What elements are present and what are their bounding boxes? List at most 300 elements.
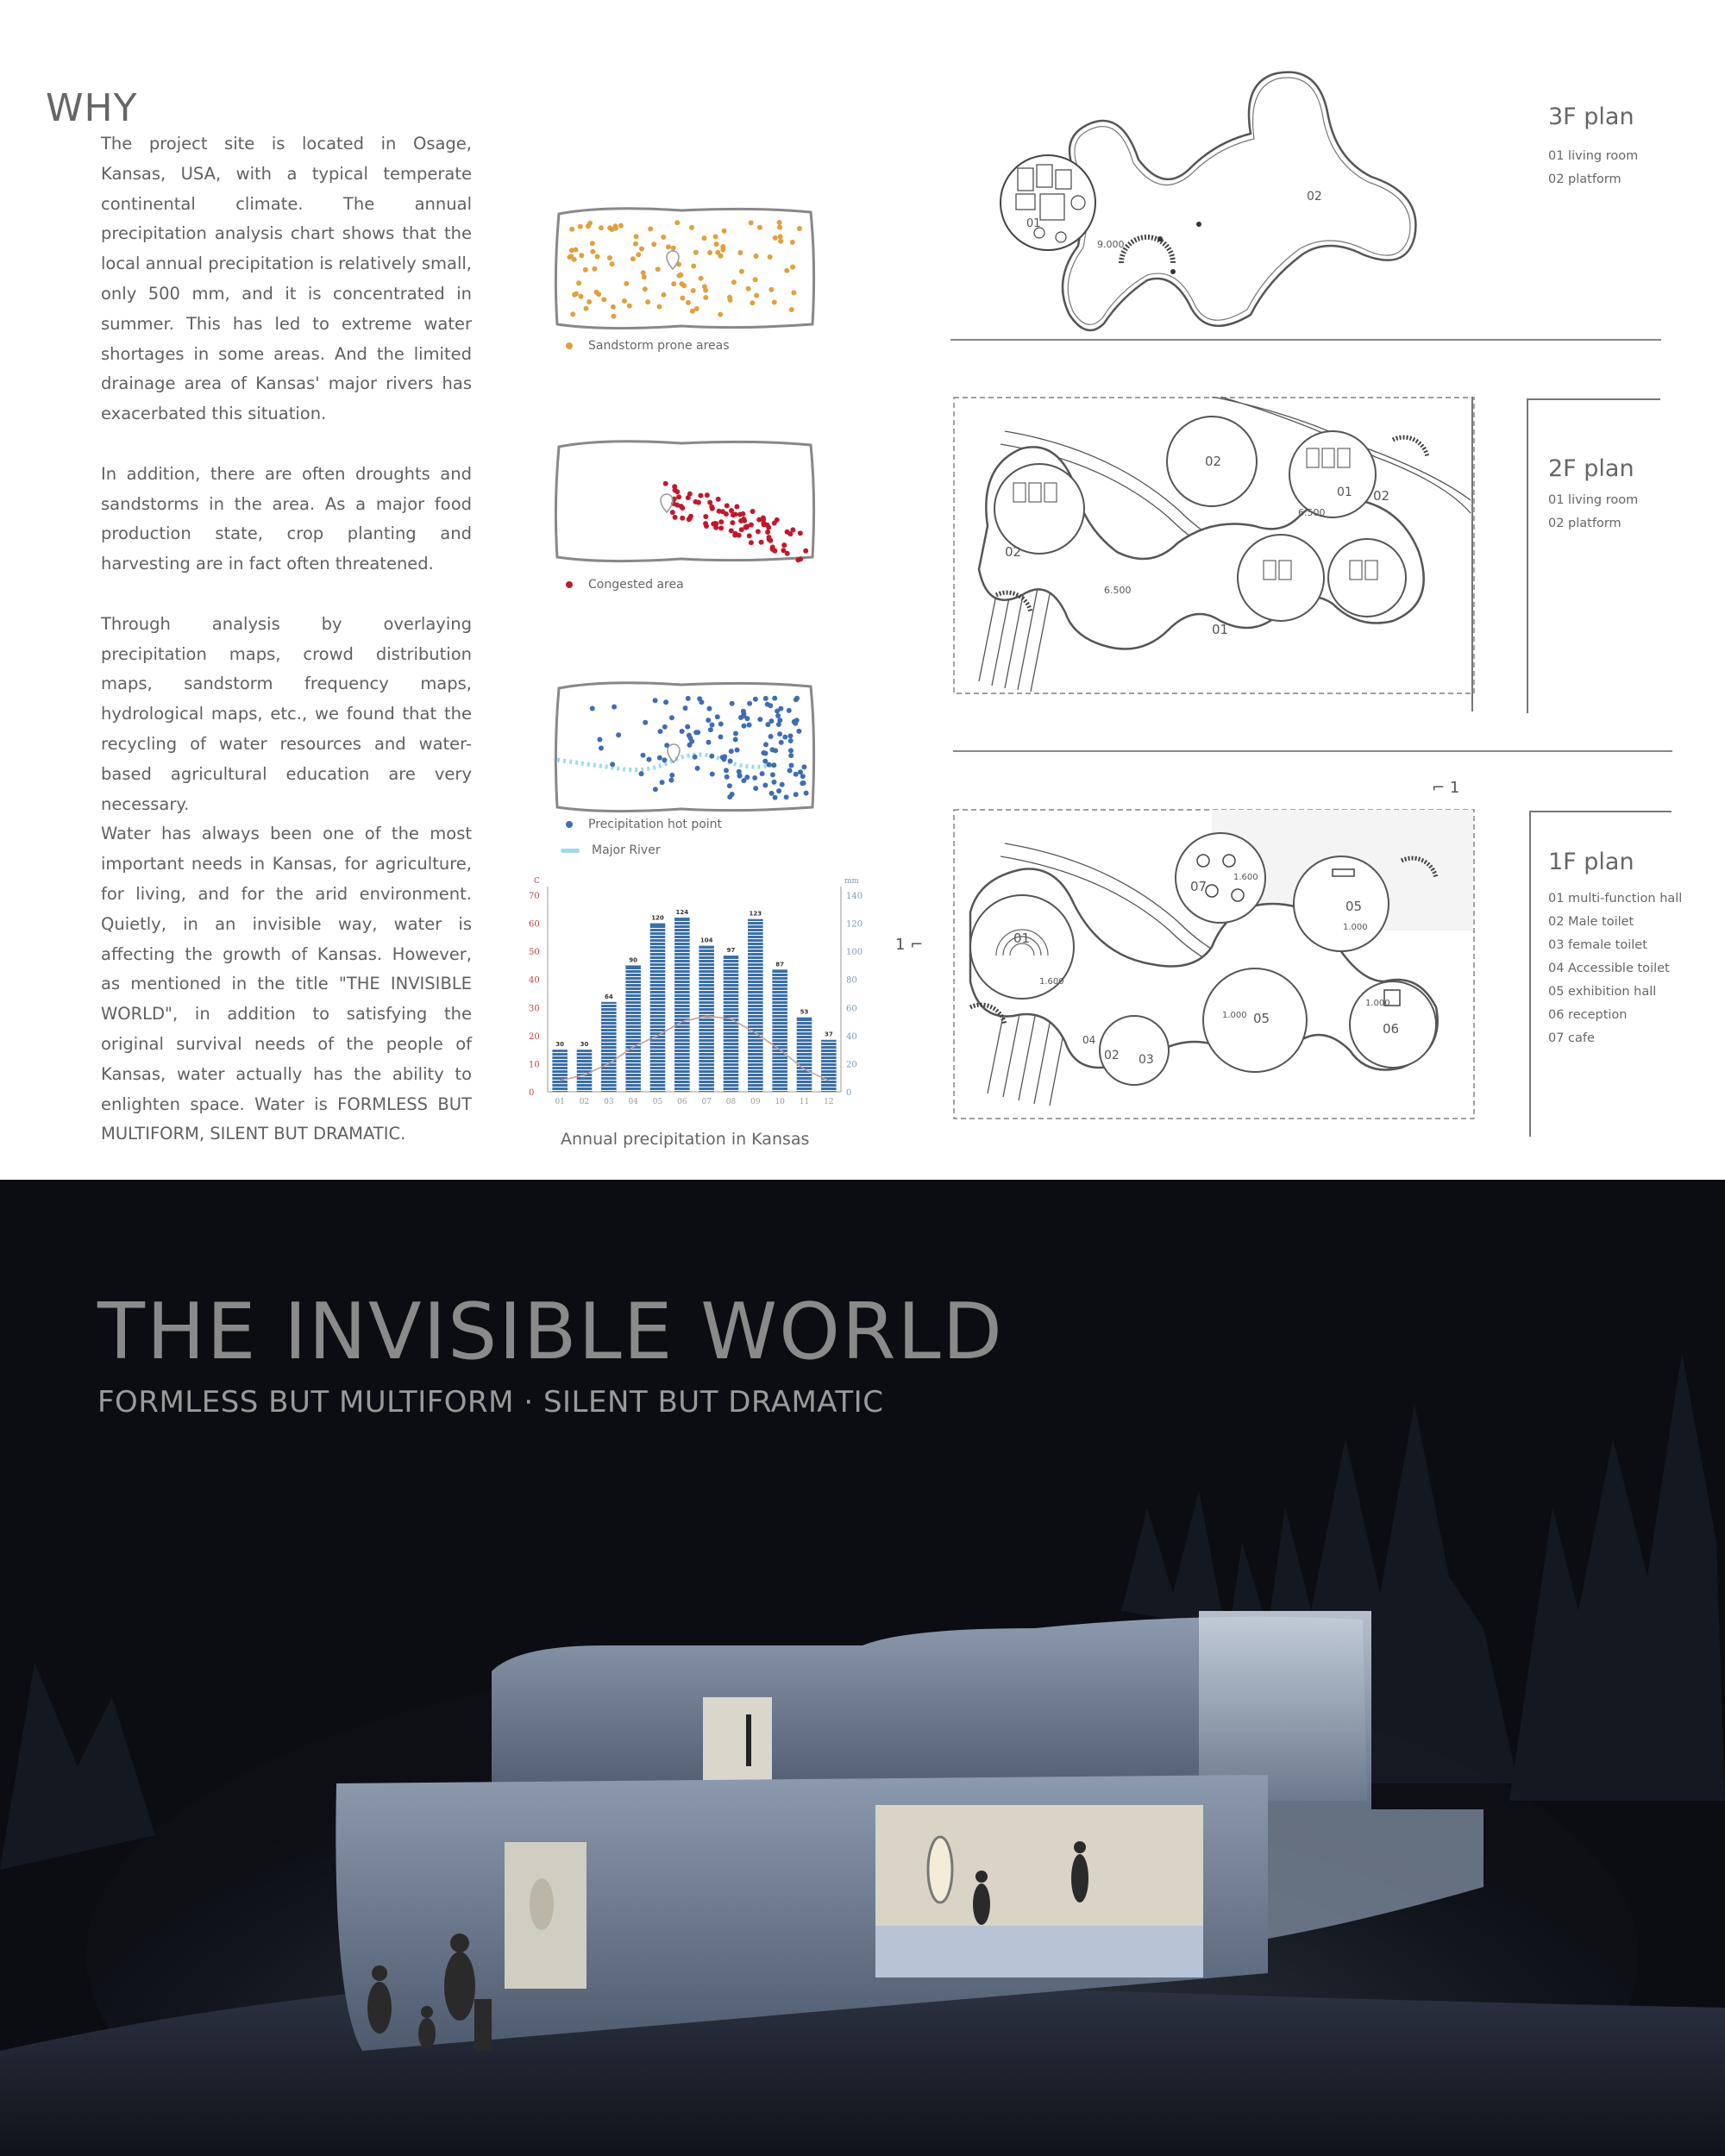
- map-dot: [779, 740, 784, 745]
- map-dot: [794, 792, 799, 797]
- plan-divider: [1527, 398, 1528, 713]
- map-dot: [648, 227, 653, 232]
- map-dot: [662, 724, 668, 730]
- map-dot: [740, 511, 745, 517]
- map-dot: [788, 733, 794, 738]
- map-dot: [800, 774, 806, 779]
- map-dot: [660, 780, 665, 785]
- map-dot: [706, 740, 712, 745]
- svg-text:03: 03: [1138, 1053, 1154, 1067]
- map-dot: [772, 300, 777, 305]
- map-dot: [717, 509, 722, 514]
- map-dot: [715, 714, 720, 719]
- map-dot: [583, 267, 588, 273]
- category-label: 07: [701, 1098, 712, 1106]
- map-dot: [790, 527, 795, 532]
- map-dot: [590, 241, 595, 246]
- map-dot: [798, 530, 803, 536]
- map-dot: [634, 234, 639, 239]
- svg-text:06: 06: [1383, 1021, 1400, 1037]
- map-dot: [754, 254, 759, 259]
- svg-text:01: 01: [1212, 622, 1229, 637]
- map-dot: [668, 778, 674, 783]
- category-label: 10: [775, 1098, 785, 1106]
- map-dot: [759, 540, 764, 545]
- map-dot: [710, 723, 715, 728]
- hero-subtitle: FORMLESS BUT MULTIFORM · SILENT BUT DRAMATIC: [97, 1385, 884, 1420]
- map-dot: [590, 249, 595, 254]
- map-dot: [622, 298, 627, 304]
- plan-legend-item: 01 living room: [1548, 493, 1639, 507]
- map-dot: [730, 520, 735, 525]
- tick-label-right: 60: [846, 1004, 857, 1014]
- plan-legend-item: 05 exhibition hall: [1548, 985, 1657, 999]
- category-label: 04: [628, 1098, 638, 1106]
- map-dot: [671, 246, 676, 251]
- data-label: 120: [651, 914, 664, 922]
- data-label: 87: [775, 961, 785, 968]
- map-dot: [777, 220, 782, 225]
- map-dot: [599, 746, 604, 751]
- map-dot: [767, 762, 772, 768]
- map-dot: [641, 270, 646, 275]
- plan-3f-title: 3F plan: [1548, 103, 1634, 130]
- map-dot: [680, 729, 685, 734]
- map-dot: [747, 533, 752, 538]
- map-dot: [801, 780, 806, 786]
- plan-legend-item: 02 platform: [1548, 172, 1622, 186]
- svg-text:6.500: 6.500: [1104, 585, 1132, 596]
- category-label: 08: [725, 1098, 737, 1106]
- map-dot: [686, 696, 691, 701]
- plan-divider: [1471, 397, 1473, 711]
- plan-3f-legend: [1548, 145, 1638, 191]
- plan-divider: [1529, 811, 1531, 1137]
- map-dot: [718, 312, 723, 317]
- map-dot: [730, 701, 735, 706]
- map-dot: [673, 515, 678, 520]
- map-dot: [695, 730, 700, 735]
- map-dot: [677, 273, 682, 279]
- map-dot: [676, 494, 681, 499]
- map-dot: [686, 495, 691, 500]
- category-label: 12: [824, 1098, 834, 1106]
- map-dot: [680, 516, 685, 521]
- map-dot: [773, 748, 778, 753]
- map-dot: [794, 772, 799, 777]
- svg-text:02: 02: [1005, 544, 1022, 560]
- map-dot: [715, 250, 720, 255]
- map-dot: [639, 247, 644, 252]
- map-dot: [651, 241, 656, 247]
- plan-divider: [1527, 398, 1660, 400]
- why-paragraph: Water has always been one of the most important needs in Kansas, for agriculture, for living, and for the arid environment. Quietly, in an invisible way, water is affecting the growth of Kansas. However, as mentioned in the title "THE INVISIBLE WORLD", in addition to satisfying the original survival needs of the people of Kansas, water actually has the ability to enlighten space. Water is FORMLESS BUT MULTIFORM, SILENT BUT DRAMATIC.: [101, 824, 472, 1144]
- why-heading: WHY: [46, 86, 138, 130]
- map-dot: [653, 698, 658, 703]
- category-label: 05: [652, 1098, 663, 1106]
- map-dot: [746, 286, 751, 291]
- map-dot: [749, 523, 754, 528]
- data-label: 104: [699, 937, 713, 944]
- map-dot: [674, 503, 680, 508]
- svg-text:1.600: 1.600: [1233, 873, 1258, 882]
- map-dot: [627, 304, 632, 309]
- map-dot: [590, 706, 595, 711]
- map-dot: [639, 771, 644, 776]
- map-dot: [680, 296, 685, 301]
- map-dot: [763, 742, 768, 747]
- map-dot: [773, 235, 778, 241]
- map-dot: [642, 274, 647, 279]
- plan-divider: [953, 750, 1672, 752]
- map-dot: [716, 497, 721, 502]
- plan-1f-title: 1F plan: [1548, 849, 1634, 875]
- chart-bar: [601, 1002, 617, 1092]
- map-dot: [703, 514, 708, 519]
- map-dot: [574, 291, 579, 297]
- section-mark: 1 ⌐: [895, 936, 924, 954]
- map-dot: [739, 269, 744, 274]
- map-dot: [669, 715, 674, 720]
- map-dot: [706, 718, 711, 723]
- map-dot: [728, 298, 733, 303]
- map-dot: [756, 529, 761, 534]
- map-dot: [579, 253, 584, 258]
- map-dot: [741, 713, 746, 718]
- map-dot: [788, 753, 794, 758]
- map-dot: [708, 727, 713, 732]
- plan-1f-drawing: [953, 809, 1475, 1121]
- map-dot: [657, 304, 662, 310]
- map-dot: [702, 235, 707, 241]
- category-label: 03: [604, 1098, 614, 1106]
- map-dot: [690, 309, 695, 314]
- map-dot: [592, 266, 597, 272]
- map-dot: [785, 530, 790, 535]
- map-dot: [803, 548, 808, 554]
- map-dot: [737, 250, 743, 255]
- map-dot: [762, 783, 768, 788]
- map-dot: [763, 696, 768, 701]
- map-dot: [768, 703, 773, 708]
- map-dot: [607, 225, 612, 230]
- map-dot: [610, 761, 615, 767]
- svg-text:01: 01: [1026, 217, 1041, 230]
- map-dot: [707, 500, 712, 505]
- plan-legend-item: 02 Male toilet: [1548, 915, 1634, 929]
- plan-2f-legend: [1548, 489, 1638, 536]
- section-mark-label: 1: [1449, 779, 1460, 797]
- map-dot: [769, 791, 775, 796]
- map-dot: [729, 749, 734, 754]
- data-label: 124: [675, 909, 689, 917]
- svg-text:1.000: 1.000: [1365, 999, 1390, 1008]
- map-dot: [574, 248, 579, 253]
- temperature-line: [560, 1016, 829, 1081]
- map-dot: [787, 768, 793, 774]
- map-dot: [750, 509, 756, 514]
- data-label: 64: [604, 993, 613, 1000]
- why-paragraph: In addition, there are often droughts and sandstorms in the area. As a major food production state, crop planting and harvesting are in fact often threatened.: [101, 463, 472, 574]
- map-dot: [697, 696, 702, 701]
- map-dot: [576, 280, 581, 285]
- map-dot: [738, 518, 743, 523]
- plan-3f-drawing: [992, 65, 1440, 341]
- tick-label-right: 140: [846, 892, 863, 901]
- map-dot: [742, 724, 747, 729]
- plan-divider: [1529, 811, 1672, 812]
- map-dot: [798, 769, 803, 774]
- section-mark-label: 1: [895, 936, 906, 954]
- map-dot: [669, 773, 674, 778]
- map-dot: [744, 774, 750, 780]
- map-dot: [569, 227, 574, 232]
- map-dot: [696, 500, 701, 505]
- map-dot: [770, 772, 775, 777]
- map-dot: [753, 786, 758, 791]
- map-dot: [724, 768, 729, 773]
- legend-dot: [566, 581, 573, 588]
- map-dot: [784, 268, 789, 273]
- data-label: 30: [580, 1041, 589, 1049]
- map-dot: [687, 516, 693, 521]
- sandstorm-legend: [566, 339, 730, 353]
- map-dot: [568, 254, 574, 259]
- map-dot: [718, 735, 724, 740]
- map-dot: [778, 239, 783, 244]
- map-dot: [586, 299, 592, 304]
- map-dot: [734, 505, 739, 510]
- map-dot: [753, 277, 758, 282]
- map-dot: [729, 528, 734, 533]
- map-dot: [662, 757, 667, 762]
- map-dot: [579, 294, 584, 299]
- map-dot: [796, 729, 801, 734]
- map-dot: [670, 510, 675, 515]
- map-dot: [611, 314, 616, 319]
- map-dot: [673, 487, 678, 492]
- map-dot: [722, 229, 727, 234]
- map-dot: [691, 264, 696, 269]
- map-dot: [691, 288, 696, 293]
- map-dot: [714, 241, 719, 247]
- plan-room-label: 02: [1307, 190, 1322, 204]
- data-label: 123: [749, 910, 762, 918]
- legend-label: Major River: [592, 843, 661, 857]
- map-dot: [768, 734, 774, 739]
- map-dot: [773, 795, 778, 800]
- map-dot: [698, 493, 703, 498]
- precipitation-map: [552, 678, 819, 816]
- map-dot: [724, 511, 729, 517]
- map-dot: [772, 696, 777, 701]
- svg-text:07: 07: [1190, 879, 1208, 894]
- tick-label-left: 0: [529, 1088, 535, 1098]
- map-dot: [731, 512, 736, 517]
- category-label: 11: [799, 1098, 810, 1106]
- map-dot: [666, 244, 671, 249]
- tick-label-left: 50: [529, 948, 540, 958]
- map-dot: [761, 750, 766, 755]
- plan-legend-item: 07 cafe: [1548, 1031, 1595, 1045]
- chart-bar: [724, 956, 739, 1092]
- data-label: 97: [726, 947, 736, 955]
- map-dot: [656, 266, 661, 272]
- svg-text:01: 01: [1013, 931, 1031, 946]
- plan-divider: [950, 339, 1661, 341]
- congested-legend: [566, 578, 684, 592]
- map-dot: [776, 722, 781, 727]
- map-dot: [764, 523, 769, 528]
- map-dot: [710, 772, 715, 777]
- map-dot: [772, 548, 777, 554]
- map-dot: [681, 283, 687, 288]
- hotpoint-legend: [566, 818, 722, 831]
- map-dot: [722, 756, 727, 761]
- tick-label-right: 80: [846, 975, 857, 986]
- map-dot: [689, 225, 694, 230]
- map-dot: [645, 299, 650, 304]
- tick-label-left: 40: [529, 975, 540, 986]
- map-dot: [790, 265, 795, 270]
- tick-label-left: 60: [529, 919, 540, 930]
- map-dot: [618, 223, 624, 229]
- tick-label-left: 20: [529, 1031, 540, 1042]
- map-dot: [601, 297, 606, 302]
- map-dot: [612, 705, 617, 710]
- map-dot: [610, 261, 615, 266]
- map-dot: [737, 533, 742, 538]
- map-dot: [727, 783, 732, 788]
- svg-text:9.000: 9.000: [1097, 239, 1125, 250]
- map-dot: [718, 525, 724, 530]
- map-dot: [772, 780, 777, 785]
- map-dot: [674, 220, 680, 225]
- plan-legend-item: 04 Accessible toilet: [1548, 962, 1670, 975]
- map-dot: [578, 224, 583, 229]
- map-dot: [752, 775, 757, 780]
- map-dot: [699, 276, 704, 281]
- svg-text:02: 02: [1205, 454, 1222, 469]
- svg-text:05: 05: [1346, 899, 1363, 914]
- map-dot: [798, 556, 803, 561]
- map-dot: [754, 293, 759, 298]
- map-dot: [771, 762, 776, 768]
- map-dot: [707, 250, 712, 255]
- map-dot: [757, 225, 762, 230]
- svg-text:02: 02: [1373, 488, 1390, 504]
- chart-bar: [674, 918, 690, 1092]
- map-dot: [643, 286, 648, 291]
- map-dot: [718, 519, 724, 524]
- map-dot: [595, 254, 600, 260]
- tick-label-right: 0: [846, 1088, 852, 1098]
- map-dot: [784, 794, 789, 799]
- map-dot: [787, 708, 792, 713]
- svg-text:04: 04: [1082, 1034, 1096, 1046]
- map-dot: [733, 737, 738, 743]
- map-dot: [703, 521, 708, 526]
- plan-legend-item: 06 reception: [1548, 1008, 1628, 1022]
- data-label: 37: [824, 1031, 833, 1038]
- data-label: 53: [800, 1008, 809, 1016]
- map-dot: [756, 517, 762, 523]
- map-dot: [767, 535, 772, 540]
- map-dot: [768, 254, 773, 260]
- plan-2f-title: 2F plan: [1548, 455, 1634, 482]
- map-dot: [616, 732, 621, 737]
- map-dot: [735, 748, 740, 753]
- map-dot: [630, 256, 636, 261]
- map-dot: [790, 240, 795, 245]
- plan-1f-legend: [1548, 887, 1682, 1050]
- map-dot: [687, 736, 693, 741]
- sandstorm-map: [552, 204, 819, 333]
- map-dot: [753, 697, 758, 702]
- map-dot: [760, 771, 765, 776]
- river-legend: [561, 843, 661, 857]
- svg-text:6.500: 6.500: [1298, 507, 1326, 518]
- section-mark: ⌐ 1: [1432, 779, 1460, 797]
- map-dot: [671, 281, 676, 286]
- map-dot: [776, 788, 781, 793]
- svg-text:1.000: 1.000: [1222, 1011, 1247, 1020]
- map-dot: [724, 774, 730, 780]
- map-dot: [750, 300, 755, 305]
- map-dot: [733, 731, 738, 736]
- map-dot: [703, 295, 708, 300]
- tick-label-right: 100: [846, 948, 863, 958]
- map-dot: [584, 306, 589, 311]
- hero-title: THE INVISIBLE WORLD: [97, 1287, 1004, 1377]
- map-dot: [749, 540, 754, 545]
- data-label: 90: [629, 956, 638, 964]
- map-dot: [777, 731, 782, 736]
- map-dot: [663, 481, 668, 486]
- map-dot: [747, 723, 752, 728]
- map-dot: [768, 287, 774, 292]
- map-dot: [720, 248, 725, 253]
- map-dot: [702, 284, 707, 289]
- map-dot: [737, 774, 743, 779]
- legend-dot: [566, 821, 573, 828]
- map-dot: [663, 699, 668, 705]
- map-dot: [794, 718, 800, 723]
- map-dot: [765, 722, 770, 727]
- map-dot: [607, 255, 612, 260]
- plan-legend-item: 03 female toilet: [1548, 938, 1647, 952]
- chart-caption: Annual precipitation in Kansas: [561, 1130, 810, 1149]
- map-dot: [647, 757, 652, 762]
- map-dot: [728, 759, 733, 764]
- legend-label: Precipitation hot point: [588, 818, 723, 831]
- why-paragraph: The project site is located in Osage, Kansas, USA, with a typical temperate continental climate. The annual precipitation analysis chart shows that the local annual precipitation is relatively small, only 500 mm, and it is concentrated in summer. This has led to extreme water shortages in some areas. And the limited drainage area of Kansas' major rivers has exacerbated this situation.: [101, 134, 472, 424]
- map-dot: [778, 234, 783, 239]
- tick-label-right: 40: [846, 1031, 857, 1042]
- map-dot: [788, 738, 794, 743]
- map-dot: [718, 722, 724, 727]
- map-dot: [587, 221, 593, 226]
- legend-label: Congested area: [588, 578, 684, 592]
- map-dot: [636, 252, 641, 257]
- map-dot: [657, 755, 662, 761]
- why-body: [101, 129, 472, 1180]
- plan-legend-item: 01 multi-function hall: [1548, 892, 1683, 906]
- map-dot: [791, 290, 796, 295]
- category-label: 01: [555, 1098, 565, 1106]
- svg-text:1.600: 1.600: [1039, 977, 1064, 987]
- map-dot: [709, 754, 714, 759]
